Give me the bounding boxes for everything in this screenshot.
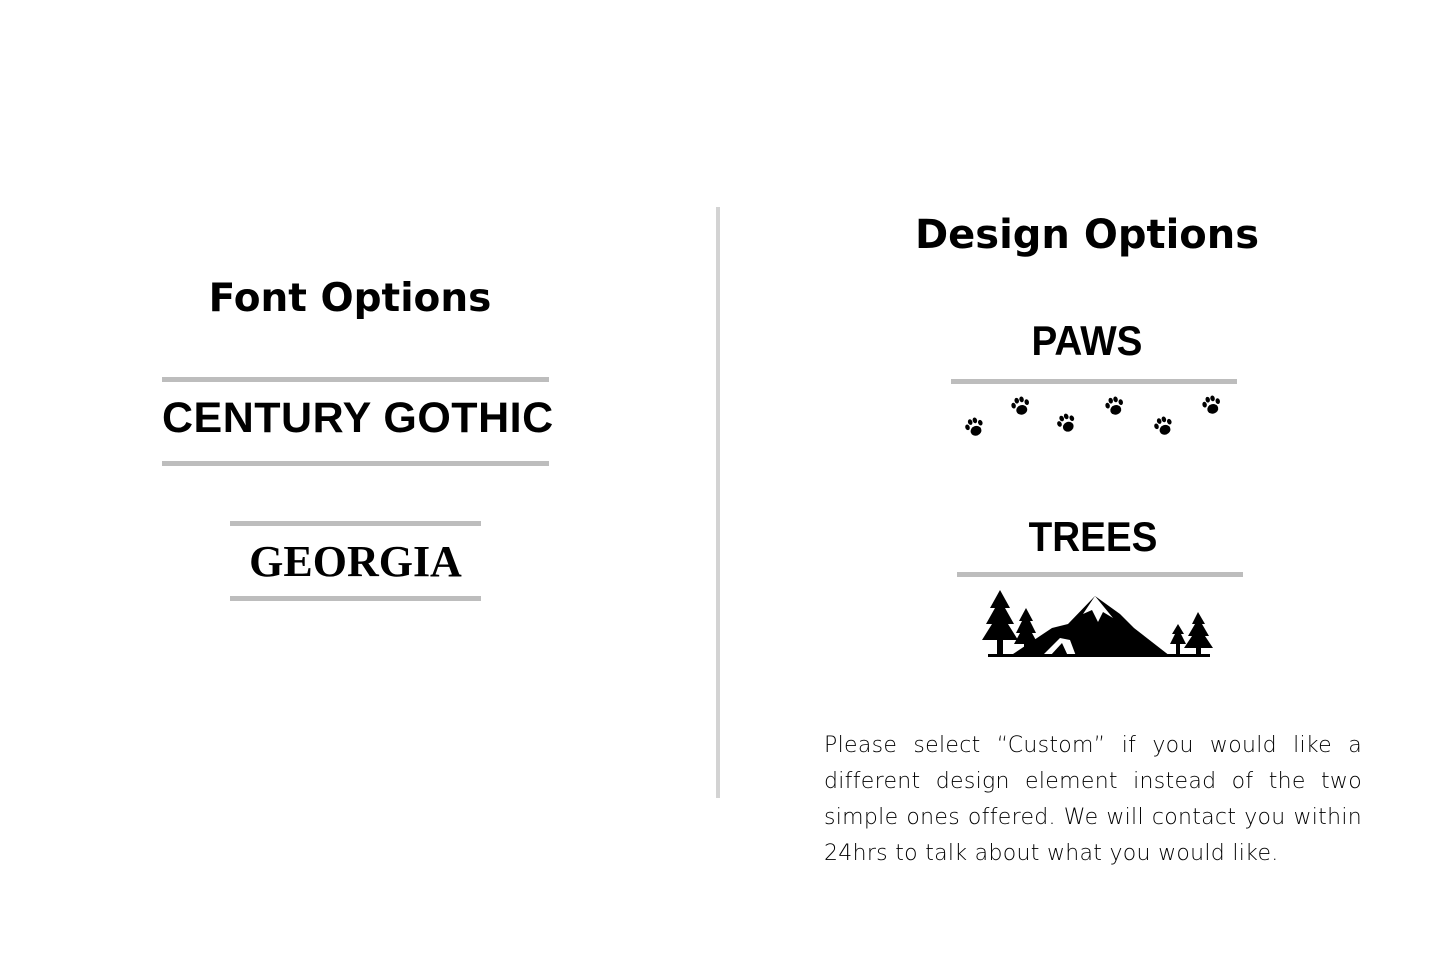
- georgia-top-rule: [230, 521, 481, 526]
- font-option-georgia[interactable]: GEORGIA: [249, 537, 462, 586]
- trees-rule: [957, 572, 1243, 577]
- century-gothic-top-rule: [162, 377, 549, 382]
- column-divider: [716, 207, 720, 798]
- mountain-trees-icon: [980, 588, 1220, 660]
- paw-prints-icon: [955, 390, 1230, 445]
- font-options-title: Font Options: [208, 276, 492, 321]
- design-options-title: Design Options: [914, 212, 1260, 258]
- georgia-bottom-rule: [230, 596, 481, 601]
- paws-rule: [951, 379, 1237, 384]
- custom-design-note: Please select “Custom” if you would like a different design element instead of the two simple ones offered. We will contact you within 24hrs to talk about what you would like.: [824, 733, 1362, 866]
- design-option-trees-label[interactable]: TREES: [1028, 513, 1158, 560]
- century-gothic-bottom-rule: [162, 461, 549, 466]
- design-option-paws-label[interactable]: PAWS: [1031, 317, 1143, 364]
- font-option-century-gothic[interactable]: CENTURY GOTHIC: [162, 394, 554, 442]
